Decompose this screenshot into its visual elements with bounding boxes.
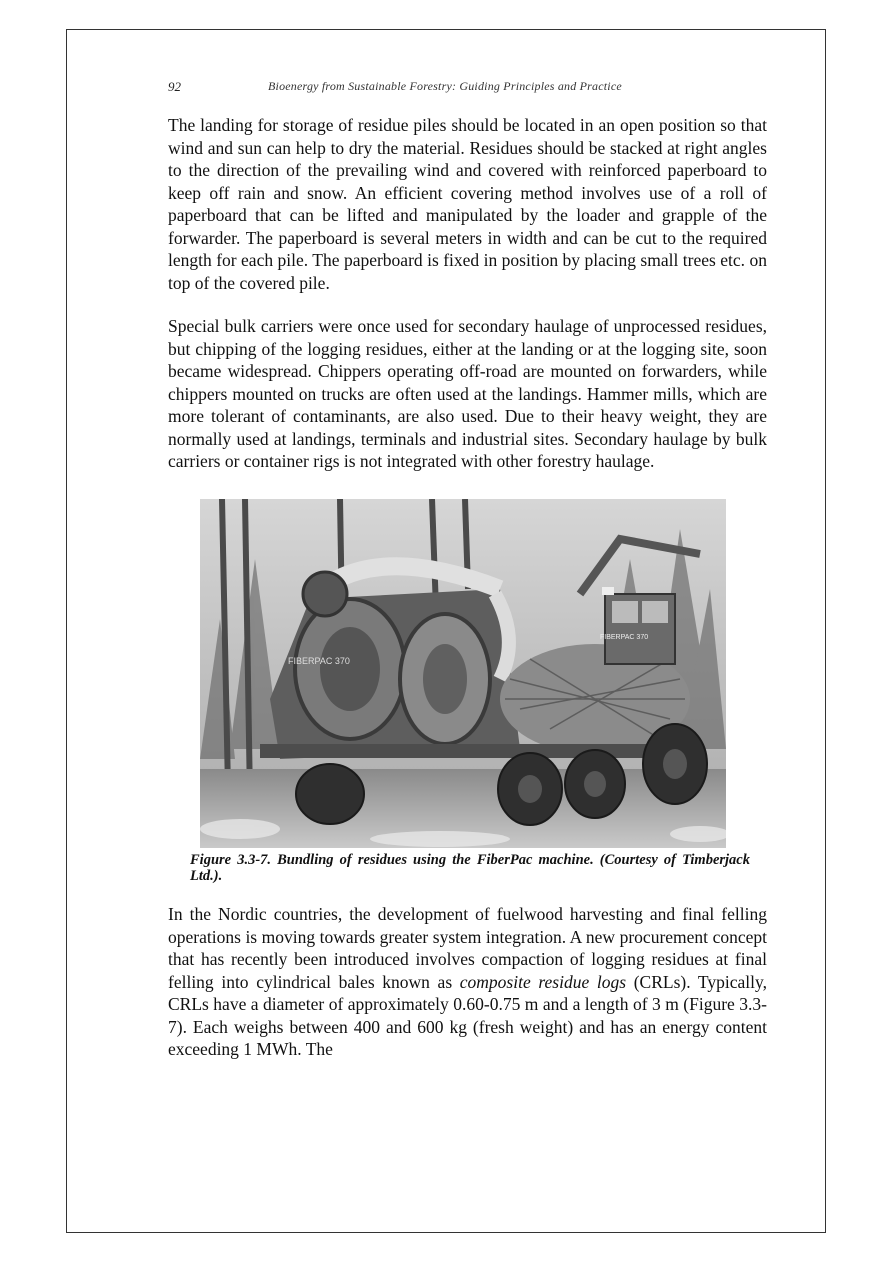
cab-label: FIBERPAC 370: [600, 634, 649, 641]
paragraph-1: The landing for storage of residue piles should be located in an open position so that wind and sun can help to dry the material. Residues should be stacked at right angles to the direction of the prevailing wind and covered with reinforced paperboard to keep off rain and snow. An efficient covering method involves use of a roll of paperboard that can be lifted and manipulated by the loader and grapple of the forwarder. The paperboard is several meters in width and can be cut to the required length for each pile. The paperboard is fixed in position by placing small trees etc. on top of the covered pile.: [168, 115, 767, 293]
figure-photo-fiberpac: [200, 499, 726, 848]
machine-label: FIBERPAC 370: [288, 656, 350, 666]
figure-caption: Figure 3.3-7. Bundling of residues using the FiberPac machine. (Courtesy of Timberjack Ltd.).: [190, 852, 750, 884]
paragraph-3-text-a: In the Nordic countries, the development of fuelwood harvesting and final felling operations is moving towards greater system integration. A new procurement concept that has recently been introduced involves compaction of logging residues at final felling into cylindrical bales known as: [168, 904, 767, 992]
paragraph-3-text-b: (CRLs). Typically, CRLs have a diameter of approximately 0.60-0.75 m and a length of 3 m (Figure 3.3-7). Each weighs between 400 and 600 kg (fresh weight) and has an energy content exceeding 1 MWh. The: [168, 971, 768, 1059]
paragraph-3: [168, 903, 767, 1061]
fiberpac-machine-photo: [200, 499, 726, 848]
book-title: Bioenergy from Sustainable Forestry: Guiding Principles and Practice: [268, 79, 622, 93]
running-head: [168, 79, 767, 101]
paragraph-2: Special bulk carriers were once used for secondary haulage of unprocessed residues, but chipping of the logging residues, either at the landing or at the logging site, soon became widespread. Chippers operating off-road are mounted on forwarders, while chippers mounted on trucks are often used at the landings. Hammer mills, which are more tolerant of contaminants, are also used. Due to their heavy weight, they are normally used at landings, terminals and industrial sites. Secondary haulage by bulk carriers or container rigs is not integrated with other forestry haulage.: [168, 316, 767, 471]
page-number: 92: [168, 79, 181, 94]
composite-residue-logs-term: composite residue logs: [459, 971, 627, 992]
